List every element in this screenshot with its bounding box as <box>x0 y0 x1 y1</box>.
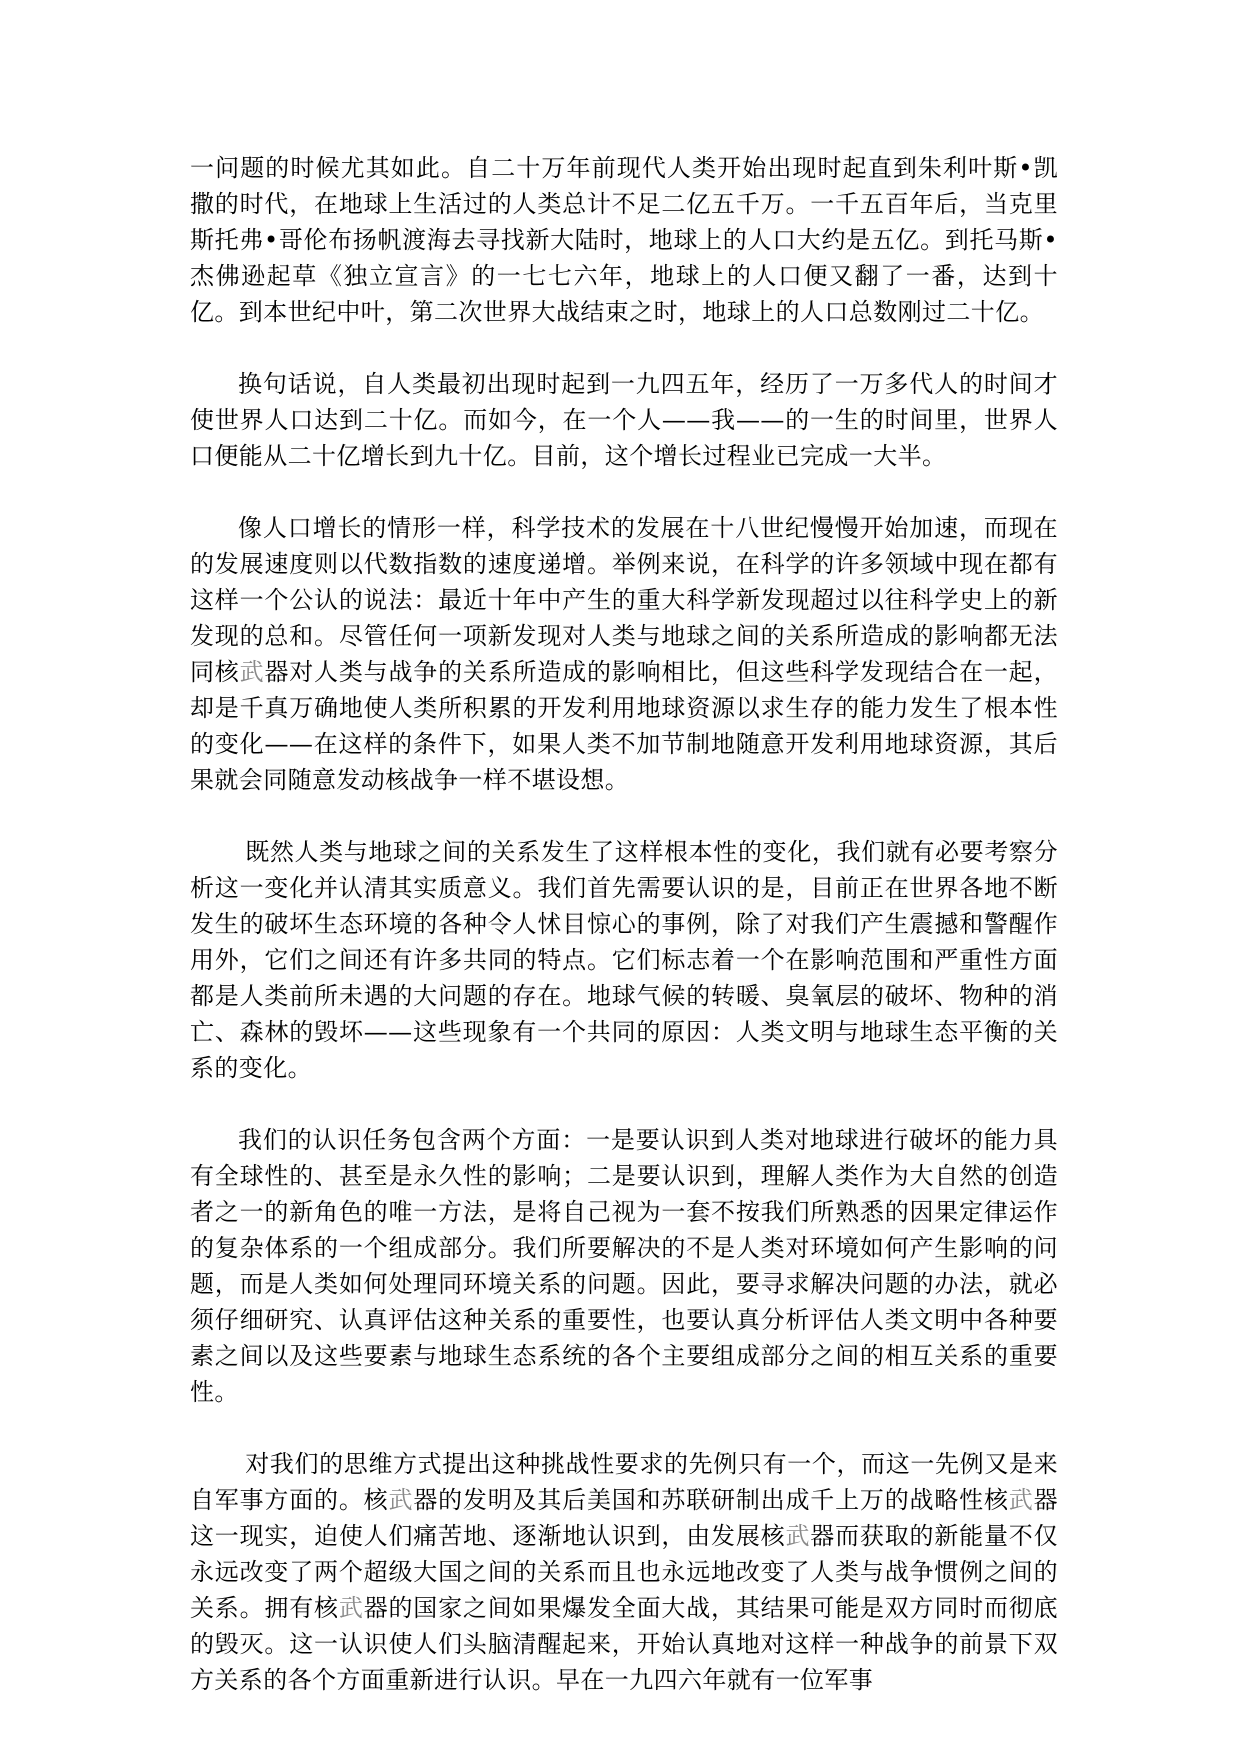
paragraph-text: 我们的认识任务包含两个方面：一是要认识到人类对地球进行破坏的能力具有全球性的、甚至是永久性的影响；二是要认识到，理解人类作为大自然的创造者之一的新角色的唯一方法，是将自己视为一套不按我们所熟悉的因果定律运作的复杂体系的一个组成部分。我们所要解决的不是人类对环境如何产生影响的问题，而是人类如何处理同环境关系的问题。因此，要寻求解决问题的办法，就必须仔细研究、认真评估这种关系的重要性，也要认真分析评估人类文明中各种要素之间以及这些要素与地球生态系统的各个主要组成部分之间的相互关系的重要性。 <box>190 1126 1058 1406</box>
paragraph <box>190 1446 1058 1698</box>
paragraph <box>190 366 1058 474</box>
paragraph-text: 器的国家之间如果爆发全面大战，其结果可能是双方同时而彻底的毁灭。这一认识使人们头脑清醒起来，开始认真地对这样一种战争的前景下双方关系的各个方面重新进行认识。早在一九四六年就有一位军事 <box>190 1594 1058 1694</box>
paragraph-text: 器这一现实，迫使人们痛苦地、逐渐地认识到，由发展核 <box>190 1486 1058 1550</box>
paragraph <box>190 510 1058 798</box>
paragraph-text: 器的发明及其后美国和苏联研制出成千上万的战略性核 <box>413 1486 1009 1514</box>
paragraph-text: 器而获取的新能量不仅永远改变了两个超级大国之间的关系而且也永远地改变了人类与战争惯例之间的关系。拥有核 <box>190 1522 1058 1622</box>
paragraph <box>190 1122 1058 1410</box>
paragraph-text: 像人口增长的情形一样，科学技术的发展在十八世纪慢慢开始加速，而现在的发展速度则以代数指数的速度递增。举例来说，在科学的许多领域中现在都有这样一个公认的说法：最近十年中产生的重大科学新发现超过以往科学史上的新发现的总和。尽管任何一项新发现对人类与地球之间的关系所造成的影响都无法同核 <box>190 514 1058 686</box>
paragraph-text: 既然人类与地球之间的关系发生了这样根本性的变化，我们就有必要考察分析这一变化并认清其实质意义。我们首先需要认识的是，目前正在世界各地不断发生的破坏生态环境的各种令人怵目惊心的事例，除了对我们产生震撼和警醒作用外，它们之间还有许多共同的特点。它们标志着一个在影响范围和严重性方面都是人类前所未遇的大问题的存在。地球气候的转暖、臭氧层的破坏、物种的消亡、森林的毁坏——这些现象有一个共同的原因：人类文明与地球生态平衡的关系的变化。 <box>190 838 1058 1082</box>
body-text <box>190 150 1058 1734</box>
paragraph-text: 换句话说，自人类最初出现时起到一九四五年，经历了一万多代人的时间才使世界人口达到二十亿。而如今，在一个人——我——的一生的时间里，世界人口便能从二十亿增长到九十亿。目前，这个增长过程业已完成一大半。 <box>190 370 1058 470</box>
faded-character: 武 <box>338 1594 364 1622</box>
paragraph-text: 器对人类与战争的关系所造成的影响相比，但这些科学发现结合在一起，却是千真万确地使人类所积累的开发利用地球资源以求生存的能力发生了根本性的变化——在这样的条件下，如果人类不加节制地随意开发利用地球资源，其后果就会同随意发动核战争一样不堪设想。 <box>190 658 1058 794</box>
paragraph <box>190 150 1058 330</box>
paragraph <box>190 834 1058 1086</box>
faded-character: 武 <box>785 1522 811 1550</box>
paragraph-text: 对我们的思维方式提出这种挑战性要求的先例只有一个，而这一先例又是来自军事方面的。核 <box>190 1450 1058 1514</box>
faded-character: 武 <box>1008 1486 1034 1514</box>
faded-character: 武 <box>388 1486 414 1514</box>
paragraph-text: 一问题的时候尤其如此。自二十万年前现代人类开始出现时起直到朱利叶斯•凯撒的时代，在地球上生活过的人类总计不足二亿五千万。一千五百年后，当克里斯托弗•哥伦布扬帆渡海去寻找新大陆时，地球上的人口大约是五亿。到托马斯•杰佛逊起草《独立宣言》的一七七六年，地球上的人口便又翻了一番，达到十亿。到本世纪中叶，第二次世界大战结束之时，地球上的人口总数刚过二十亿。 <box>190 154 1058 326</box>
faded-character: 武 <box>239 658 265 686</box>
